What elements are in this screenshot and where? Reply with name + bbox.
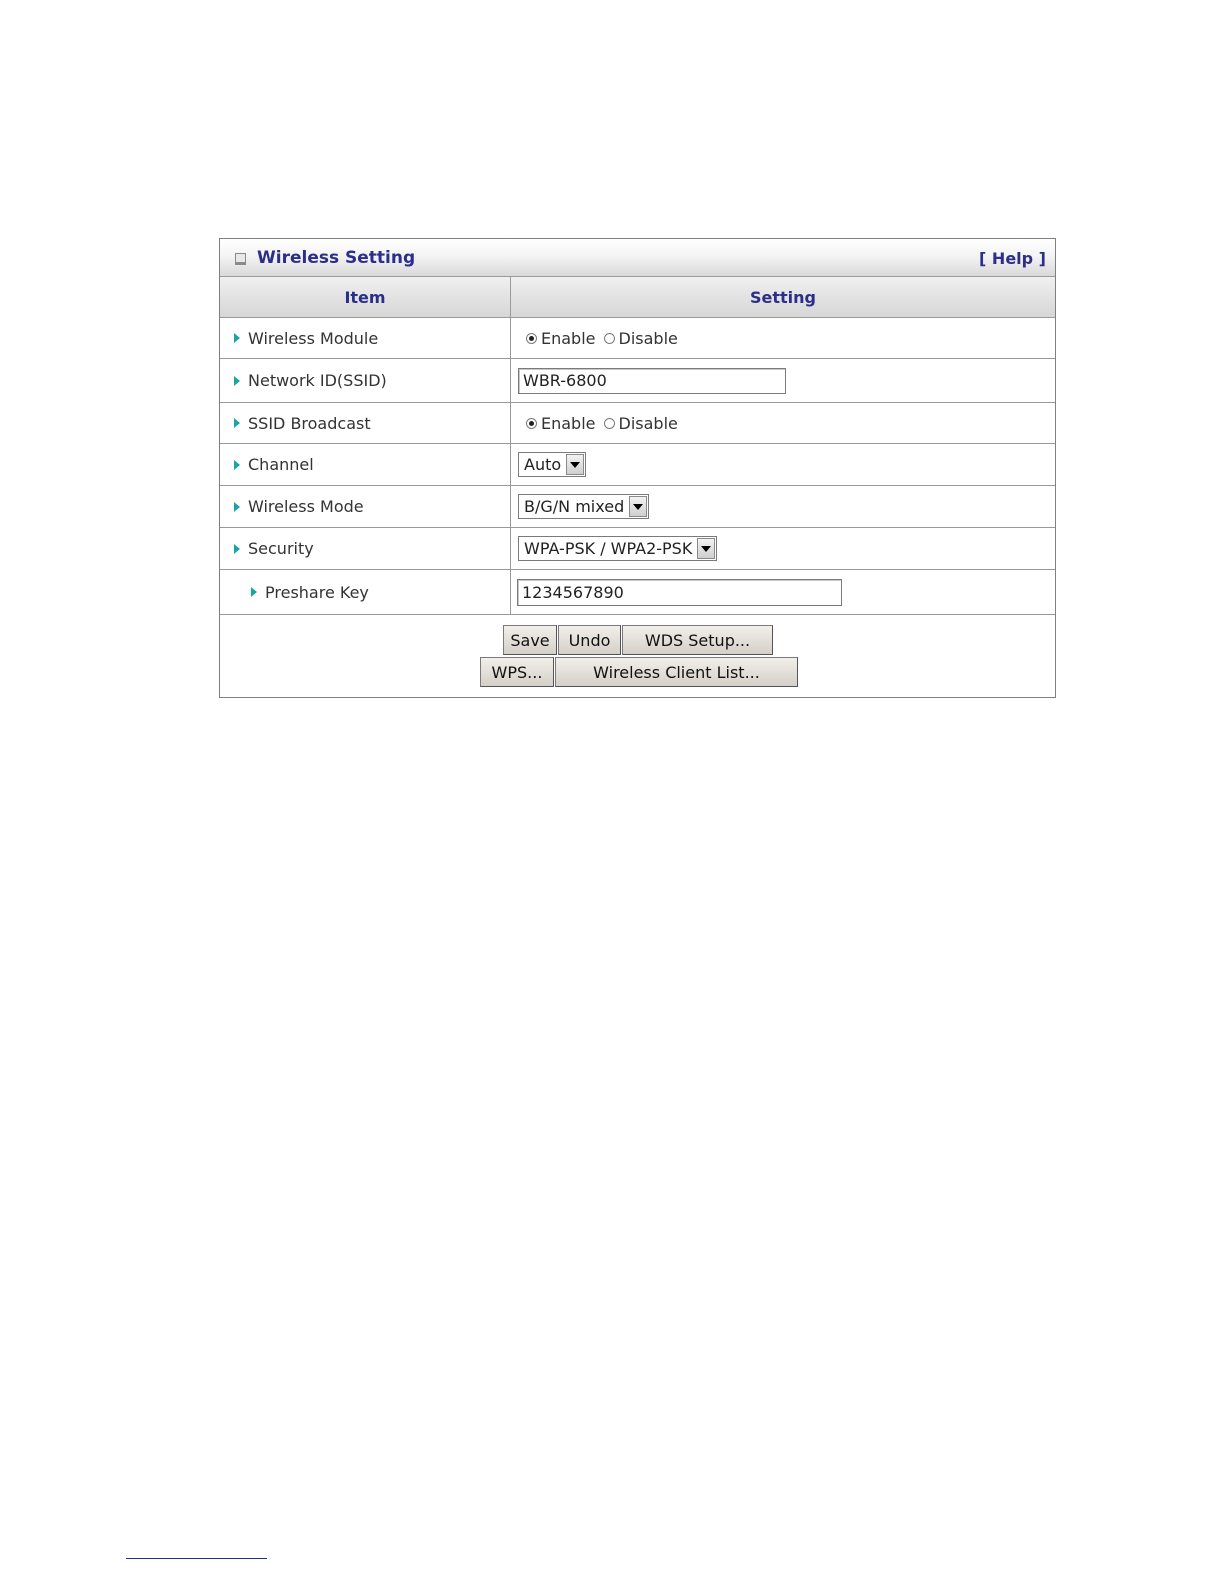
arrow-icon	[234, 460, 240, 470]
chevron-down-icon[interactable]	[629, 496, 647, 517]
table-row	[220, 486, 1055, 528]
chevron-down-icon[interactable]	[697, 538, 715, 559]
arrow-icon	[234, 544, 240, 554]
table-row	[220, 528, 1055, 570]
table-row	[220, 318, 1055, 359]
table-header	[220, 277, 1055, 318]
help-link[interactable]: [ Help ]	[979, 249, 1046, 268]
preshare-key-label: Preshare Key	[265, 582, 369, 602]
preshare-key-input[interactable]	[517, 579, 842, 606]
security-select[interactable]: WPA-PSK / WPA2-PSK	[518, 536, 717, 561]
wireless-module-label: Wireless Module	[248, 328, 379, 348]
security-label: Security	[248, 539, 314, 558]
table-row	[220, 570, 1055, 615]
wireless-module-disable-label: Disable	[618, 328, 678, 348]
chevron-down-icon[interactable]	[566, 454, 584, 475]
wireless-module-enable-radio[interactable]	[526, 333, 537, 344]
window-icon	[235, 253, 246, 263]
table-row	[220, 403, 1055, 444]
table-row	[220, 444, 1055, 486]
column-header-setting: Setting	[750, 287, 816, 307]
channel-select[interactable]: Auto	[518, 452, 586, 477]
undo-button[interactable]: Undo	[558, 625, 621, 655]
wds-setup-button[interactable]: WDS Setup...	[622, 625, 773, 655]
arrow-icon	[251, 587, 257, 597]
wireless-mode-select[interactable]: B/G/N mixed	[518, 494, 649, 519]
wireless-module-enable-label: Enable	[541, 328, 596, 348]
table-row	[220, 359, 1055, 403]
settings-table	[220, 277, 1055, 615]
button-bar	[220, 615, 1055, 698]
wireless-setting-panel	[219, 238, 1056, 698]
ssid-input[interactable]	[518, 368, 786, 394]
arrow-icon	[234, 376, 240, 386]
arrow-icon	[234, 502, 240, 512]
ssid-broadcast-label: SSID Broadcast	[248, 413, 371, 433]
save-button[interactable]: Save	[503, 625, 557, 655]
ssid-label: Network ID(SSID)	[248, 371, 387, 390]
ssid-broadcast-enable-radio[interactable]	[526, 418, 537, 429]
panel-title: Wireless Setting	[257, 248, 416, 268]
ssid-broadcast-disable-label: Disable	[618, 413, 678, 433]
arrow-icon	[234, 333, 240, 343]
footnote-divider	[126, 1558, 267, 1559]
ssid-broadcast-enable-label: Enable	[541, 413, 596, 433]
wireless-client-list-button[interactable]: Wireless Client List...	[555, 657, 798, 687]
wireless-module-disable-radio[interactable]	[604, 333, 615, 344]
column-header-item: Item	[220, 277, 511, 317]
arrow-icon	[234, 418, 240, 428]
wireless-mode-label: Wireless Mode	[248, 497, 364, 516]
panel-titlebar	[220, 239, 1055, 277]
ssid-broadcast-disable-radio[interactable]	[604, 418, 615, 429]
wps-button[interactable]: WPS...	[480, 657, 554, 687]
channel-label: Channel	[248, 455, 314, 474]
